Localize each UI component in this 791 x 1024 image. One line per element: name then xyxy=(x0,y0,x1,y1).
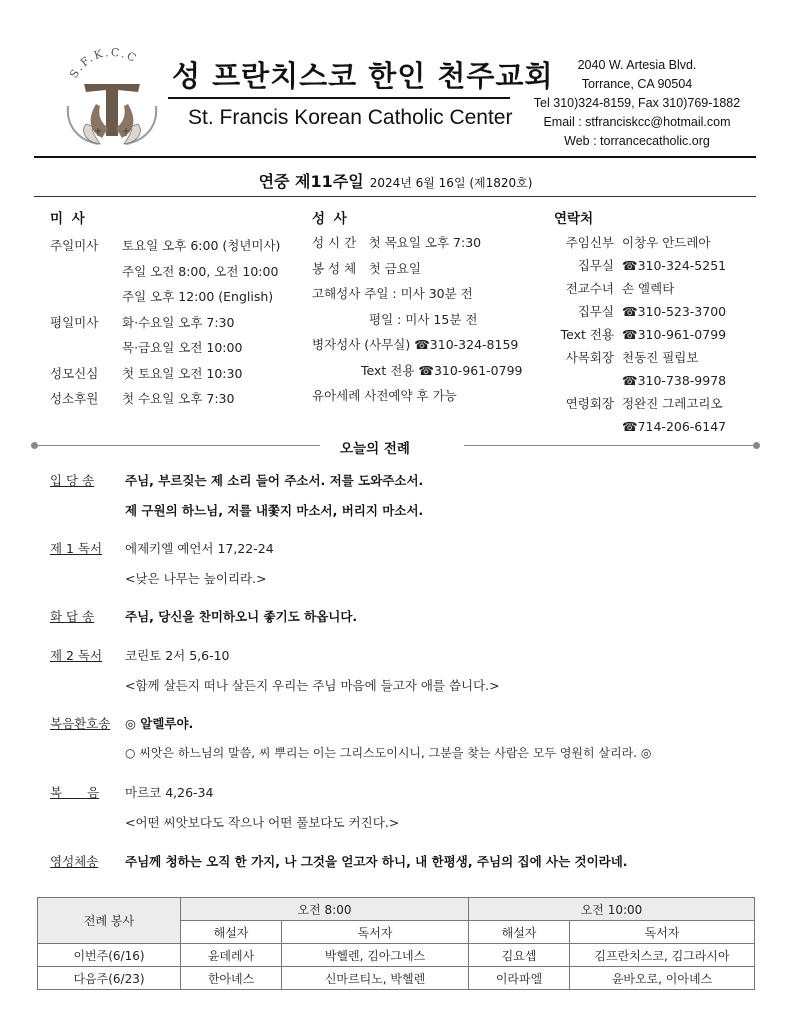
contact-value: ☎310-961-0799 xyxy=(622,327,727,342)
gospel-subtitle: <어떤 씨앗보다도 작으나 어떤 풀보다도 커진다.> xyxy=(125,815,400,830)
contact-value: 정완진 그레고리오 xyxy=(622,396,723,411)
contact-value: ☎310-324-5251 xyxy=(622,258,727,273)
mass-label xyxy=(50,263,116,289)
first-reading-subtitle: <낮은 나무는 높이리라.> xyxy=(125,571,267,586)
mass-time: 토요일 오후 6:00 (청년미사) xyxy=(122,238,281,253)
communion-label: 영성체송 xyxy=(50,854,99,869)
mass-label: 주일미사 xyxy=(50,238,99,253)
entrance-antiphon-line-2: 제 구원의 하느님, 저를 내쫓지 마소서, 버리지 마소서. xyxy=(125,503,424,518)
address-city: Torrance, CA 90504 xyxy=(581,77,693,91)
table-header-row xyxy=(38,898,755,921)
psalm-label: 화 답 송 xyxy=(50,609,95,624)
sacrament-item: 유아세례 사전예약 후 가능 xyxy=(312,388,457,403)
contact-value: ☎310-738-9978 xyxy=(622,373,727,388)
second-reading-label: 제 2 독서 xyxy=(50,648,103,663)
contacts-heading: 연락처 xyxy=(554,211,594,227)
row-commentator-8: 윤데레사 xyxy=(181,944,282,967)
row-lector-10: 김프란치스코, 김그라시아 xyxy=(570,944,755,967)
sacraments-heading: 성 사 xyxy=(312,211,349,227)
alleluia-label: 복음환호송 xyxy=(50,716,111,731)
sacrament-item: 고해성사 주일 : 미사 30분 전 xyxy=(312,286,473,301)
church-title-korean: 성 프란치스코 한인 천주교회 xyxy=(172,59,554,93)
contact-value-column xyxy=(622,234,726,441)
sacraments-list xyxy=(312,234,523,413)
table-corner-cell: 전례 봉사 xyxy=(38,898,181,944)
mass-time: 목·금요일 오전 10:00 xyxy=(122,340,243,355)
mass-time: 첫 토요일 오전 10:30 xyxy=(122,365,243,381)
row-week: 다음주(6/23) xyxy=(38,967,181,990)
entrance-antiphon-label: 입 당 송 xyxy=(50,473,95,488)
sacrament-item: 평일 : 미사 15분 전 xyxy=(369,311,478,327)
contact-value: ☎714-206-6147 xyxy=(622,419,727,434)
row-commentator-8: 한아녜스 xyxy=(181,967,282,990)
contact-value: ☎310-523-3700 xyxy=(622,304,727,319)
mass-label: 평일미사 xyxy=(50,314,99,330)
address-phone: Tel 310)324-8159, Fax 310)769-1882 xyxy=(533,96,741,110)
liturgy-service-table xyxy=(37,897,755,990)
liturgy-divider-left xyxy=(34,445,320,446)
week-heading xyxy=(0,169,791,192)
first-reading-label: 제 1 독서 xyxy=(50,541,103,556)
gospel-reference: 마르코 4,26-34 xyxy=(125,785,214,800)
mass-label-column xyxy=(50,237,116,416)
mass-label xyxy=(50,339,116,365)
header-commentator-10: 해설자 xyxy=(469,921,570,944)
church-title-english: St. Francis Korean Catholic Center xyxy=(188,106,513,129)
second-reading-reference: 코린토 2서 5,6-10 xyxy=(125,648,230,663)
contact-label: 연령회장 xyxy=(565,396,614,411)
row-commentator-10: 이라파엘 xyxy=(469,967,570,990)
divider-dot xyxy=(753,442,760,449)
sacrament-item: 병자성사 (사무실) ☎310-324-8159 xyxy=(312,337,519,352)
mass-time-column xyxy=(122,237,280,416)
table-row xyxy=(38,967,755,990)
contact-label xyxy=(546,418,614,441)
table-row xyxy=(38,944,755,967)
address-web: Web : torrancecatholic.org xyxy=(564,134,710,148)
sacrament-item: 성 시 간 첫 목요일 오후 7:30 xyxy=(312,235,482,250)
entrance-antiphon-line-1: 주님, 부르짖는 제 소리 들어 주소서. 저를 도와주소서. xyxy=(125,473,424,488)
contact-value: 이창우 안드레아 xyxy=(622,235,711,250)
first-reading-reference: 에제키엘 예언서 17,22-24 xyxy=(125,541,274,556)
header-mass-8: 오전 8:00 xyxy=(181,898,469,921)
week-rule xyxy=(34,196,756,197)
svg-text:S.F.K.C.C xyxy=(67,46,140,81)
address-street: 2040 W. Artesia Blvd. xyxy=(577,58,697,72)
header-lector-8: 독서자 xyxy=(282,921,469,944)
contact-label xyxy=(546,372,614,395)
psalm-text: 주님, 당신을 찬미하오니 좋기도 하옵니다. xyxy=(125,609,358,624)
contact-label: 주임신부 xyxy=(565,235,614,250)
second-reading-subtitle: <함께 살든지 떠나 살든지 우리는 주님 마음에 들고자 애를 씁니다.> xyxy=(125,678,500,693)
church-logo xyxy=(58,44,166,150)
week-date: 2024년 6월 16일 (제1820호) xyxy=(369,176,533,190)
row-lector-10: 윤바오로, 이아녜스 xyxy=(570,967,755,990)
title-divider xyxy=(168,97,510,99)
contact-label: 집무실 xyxy=(577,304,614,319)
header-mass-10: 오전 10:00 xyxy=(469,898,755,921)
logo-text: S.F.K.C.C xyxy=(67,45,140,81)
mass-label: 성소후원 xyxy=(50,391,99,406)
alleluia-response: ◎ 알렐루야. xyxy=(125,716,194,731)
mass-time: 주일 오전 8:00, 오전 10:00 xyxy=(122,263,279,279)
gospel-label: 복 음 xyxy=(50,785,100,800)
row-lector-8: 박헬렌, 김아그네스 xyxy=(282,944,469,967)
mass-label: 성모신심 xyxy=(50,365,99,381)
sacrament-item: Text 전용 ☎310-961-0799 xyxy=(361,362,523,378)
row-commentator-10: 김요셉 xyxy=(469,944,570,967)
address-email: Email : stfranciskcc@hotmail.com xyxy=(543,115,731,129)
contact-label: 사목회장 xyxy=(565,350,614,365)
alleluia-verse: ○ 씨앗은 하느님의 말씀, 씨 뿌리는 이는 그리스도이시니, 그분을 찾는 사람은 모두 영원히 살리라. ◎ xyxy=(125,746,652,760)
liturgy-title: 오늘의 전례 xyxy=(340,441,410,457)
contact-label-column xyxy=(546,234,614,441)
mass-heading: 미 사 xyxy=(50,211,87,227)
mass-label xyxy=(50,288,116,314)
header-commentator-8: 해설자 xyxy=(181,921,282,944)
contact-label: 전교수녀 xyxy=(565,281,614,296)
header-rule xyxy=(34,156,756,158)
contact-value: 손 엘렉타 xyxy=(622,281,675,296)
sacrament-item: 봉 성 체 첫 금요일 xyxy=(312,260,421,276)
contact-value: 천동진 필립보 xyxy=(622,350,699,365)
church-address xyxy=(526,56,748,151)
mass-time: 주일 오후 12:00 (English) xyxy=(122,289,274,304)
mass-time: 화·수요일 오후 7:30 xyxy=(122,314,235,330)
communion-text: 주님께 청하는 오직 한 가지, 나 그것을 얻고자 하니, 내 한평생, 주님의 집에 사는 것이라네. xyxy=(125,854,628,869)
row-lector-8: 신마르티노, 박헬렌 xyxy=(282,967,469,990)
row-week: 이번주(6/16) xyxy=(38,944,181,967)
liturgy-divider-right xyxy=(464,445,756,446)
contact-label: 집무실 xyxy=(577,258,614,273)
week-title: 연중 제11주일 xyxy=(258,172,364,191)
contact-label: Text 전용 xyxy=(560,327,614,342)
mass-time: 첫 수요일 오후 7:30 xyxy=(122,391,235,406)
header-lector-10: 독서자 xyxy=(570,921,755,944)
